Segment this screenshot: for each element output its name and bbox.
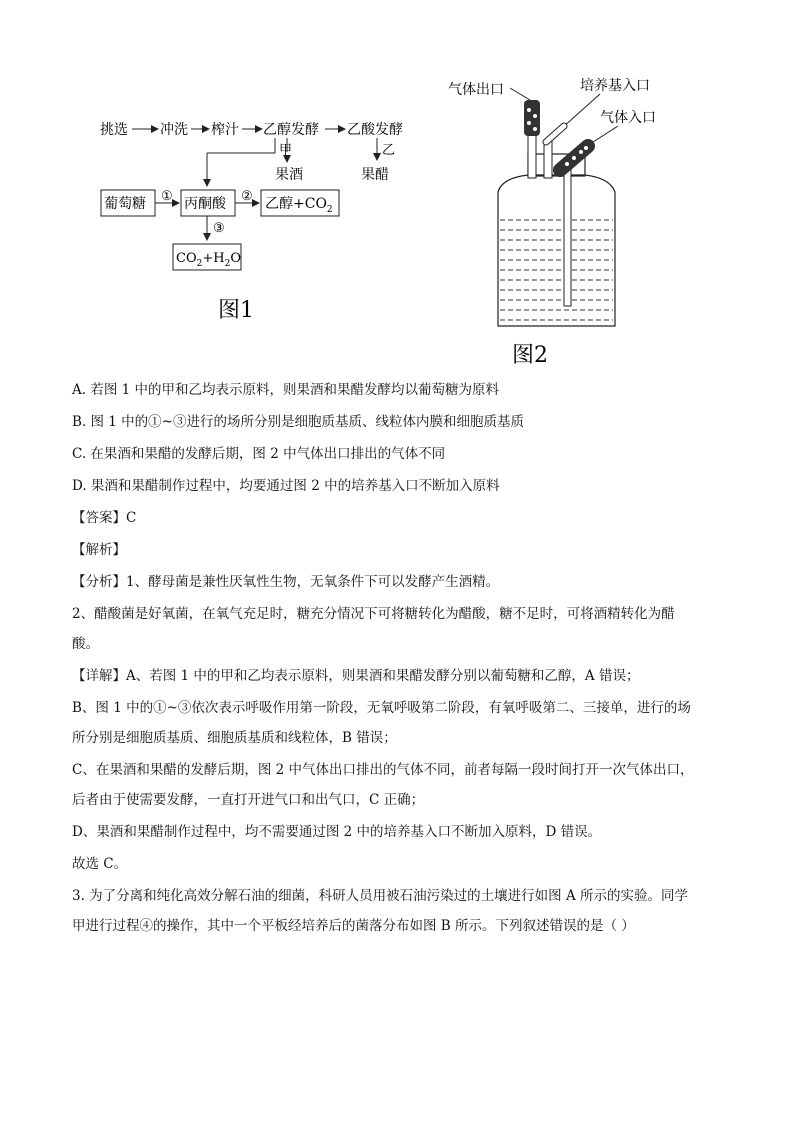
label-jia: 甲 (279, 143, 293, 158)
product-vinegar: 果醋 (361, 167, 389, 183)
figure-2-diagram (440, 70, 680, 370)
box-ethanol-label: 乙醇$+CO_2$ (265, 196, 333, 215)
option-b: B. 图 1 中的①~③进行的场所分别是细胞质基质、线粒体内膜和细胞质基质 (72, 414, 524, 430)
question-3-line: 3. 为了分离和纯化高效分解石油的细菌，科研人员用被石油污染过的土壤进行如图 A 所示的实验。同学 (72, 888, 689, 904)
gas-inlet-tube (564, 166, 571, 306)
medium-inlet-tube (544, 140, 552, 178)
option-d: D. 果酒和果醋制作过程中，均要通过图 2 中的培养基入口不断加入原料 (72, 478, 500, 494)
label-medium-inlet: 培养基入口 (580, 78, 650, 94)
label-yi: 乙 (382, 143, 396, 158)
step-acetic-ferment: 乙酸发酵 (347, 122, 403, 138)
box-glucose-label: 葡萄糖 (104, 196, 146, 212)
option-a: A. 若图 1 中的甲和乙均表示原料，则果酒和果醋发酵均以葡萄糖为原料 (72, 382, 500, 398)
step-select: 挑选 (100, 122, 128, 138)
analysis-line: 后者由于使需要发酵，一直打开进气口和出气口，C 正确； (72, 792, 425, 808)
analysis-line: 故选 C。 (72, 856, 128, 872)
box-co2-water-label: $CO_2+H_2O$ (176, 251, 241, 269)
arrow3-label: ③ (213, 221, 225, 236)
step-rinse: 冲洗 (160, 122, 188, 138)
label-gas-inlet: 气体入口 (600, 110, 656, 126)
figure-2-caption: 图2 (512, 343, 548, 368)
figure-1-caption: 图1 (218, 298, 254, 323)
analysis-line: 酸。 (72, 636, 99, 652)
analysis-line: 【分析】1、酵母菌是兼性厌氧性生物，无氧条件下可以发酵产生酒精。 (72, 574, 500, 590)
analysis-heading: 【解析】 (72, 542, 126, 558)
arrow2-label: ② (241, 189, 253, 204)
analysis-line: 所分别是细胞质基质、细胞质基质和线粒体，B 错误； (72, 730, 397, 746)
option-c: C. 在果酒和果醋的发酵后期，图 2 中气体出口排出的气体不同 (72, 446, 446, 462)
product-wine: 果酒 (275, 167, 303, 183)
figure-1-diagram (95, 110, 405, 330)
analysis-line: 【详解】A、若图 1 中的甲和乙均表示原料，则果酒和果醋发酵分别以葡萄糖和乙醇，A 错误； (72, 668, 640, 684)
step-ethanol-ferment: 乙醇发酵 (263, 122, 319, 138)
label-gas-outlet: 气体出口 (448, 82, 504, 98)
question-3-line: 甲进行过程④的操作，其中一个平板经培养后的菌落分布如图 B 所示。下列叙述错误的是（ ） (72, 918, 635, 934)
arrow1-label: ① (161, 189, 173, 204)
leader-line (590, 126, 618, 144)
analysis-line: D、果酒和果醋制作过程中，均不需要通过图 2 中的培养基入口不断加入原料，D 错误。 (72, 824, 602, 840)
gas-outlet-clamp (524, 100, 540, 136)
box-pyruvate-label: 丙酮酸 (184, 196, 226, 212)
analysis-line: B、图 1 中的①~③依次表示呼吸作用第一阶段，无氧呼吸第二阶段，有氧呼吸第二、三接单，进行的场 (72, 700, 691, 716)
answer: 【答案】C (72, 510, 137, 526)
analysis-line: C、在果酒和果醋的发酵后期，图 2 中气体出口排出的气体不同，前者每隔一段时间打开一次气体出口， (72, 762, 694, 778)
liquid (500, 220, 613, 320)
leader-line (562, 94, 600, 128)
step-juice: 榨汁 (211, 122, 239, 138)
figure-2 (440, 70, 680, 370)
analysis-line: 2、醋酸菌是好氧菌，在氧气充足时，糖充分情况下可将糖转化为醋酸，糖不足时，可将酒精转化为醋 (72, 606, 675, 622)
leader-line (510, 88, 530, 100)
figure-1 (95, 110, 405, 330)
